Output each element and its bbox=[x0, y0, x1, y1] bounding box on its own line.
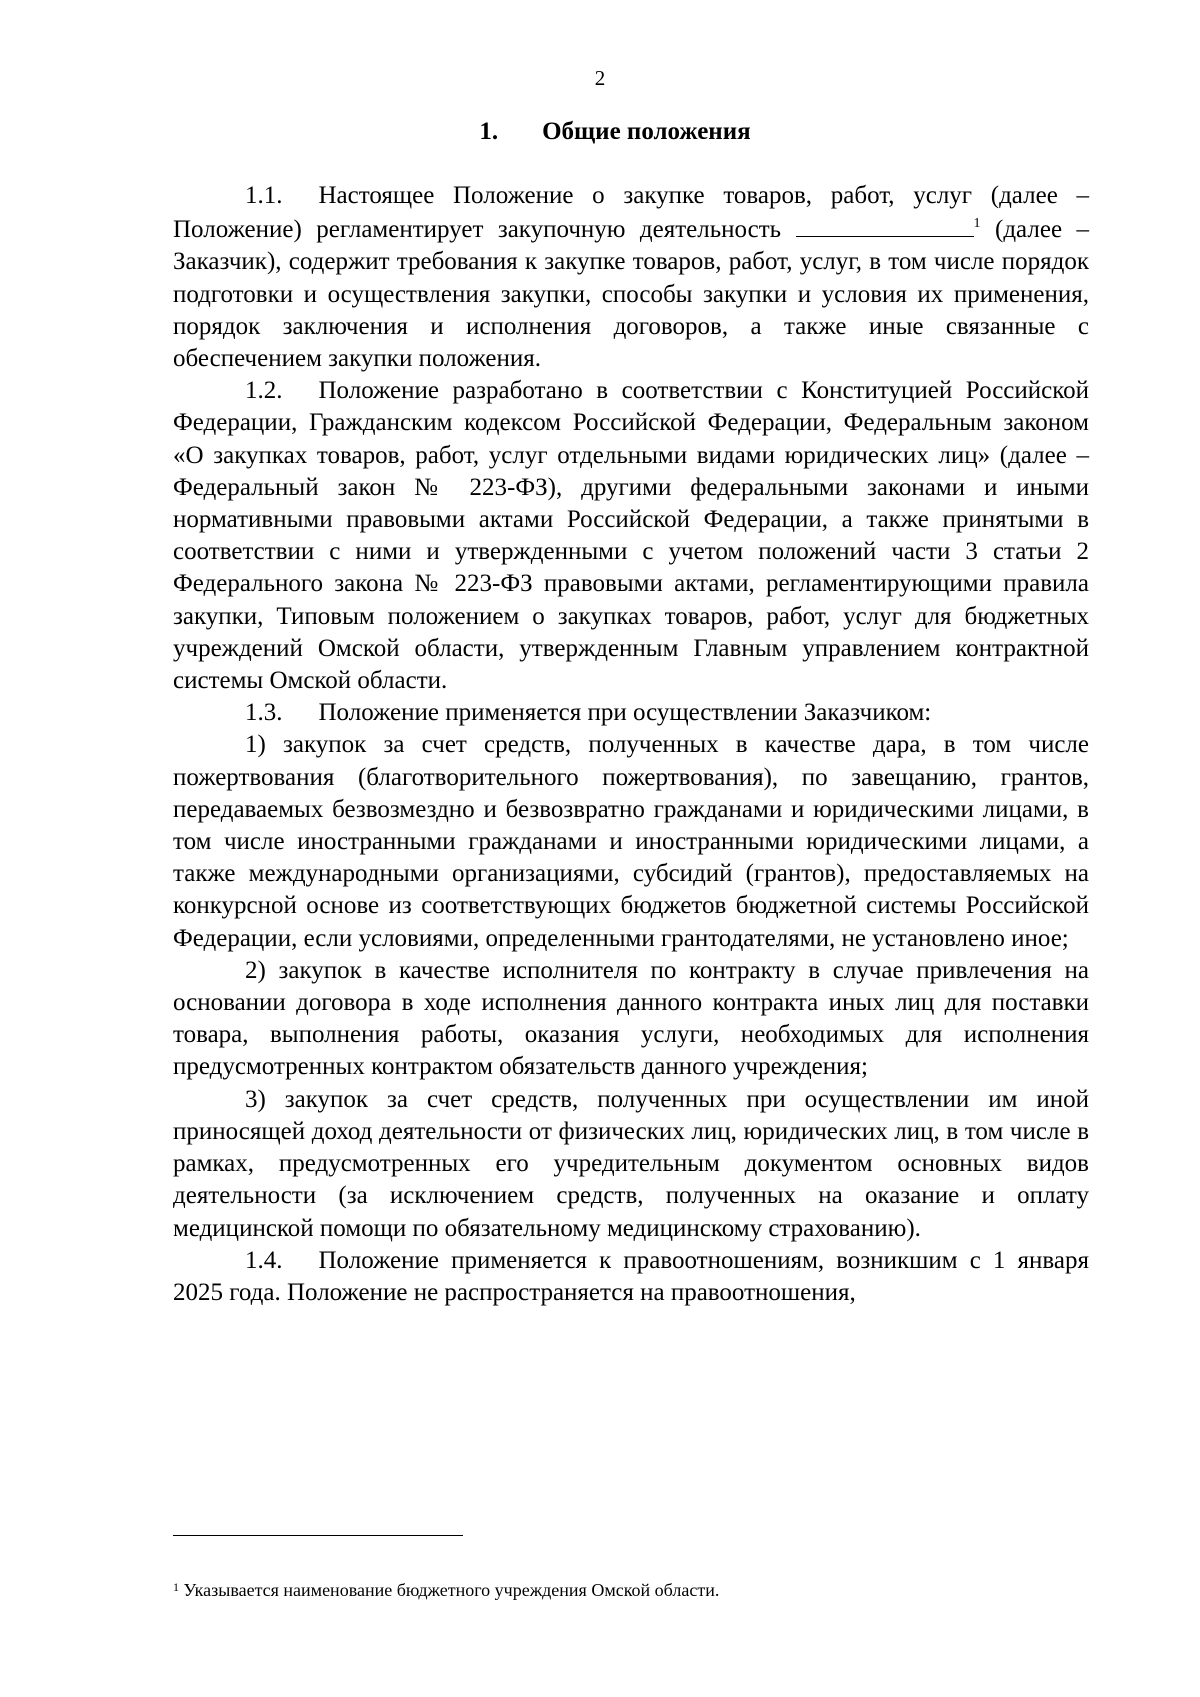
document-body bbox=[173, 180, 1089, 1309]
paragraph-1-4 bbox=[173, 1245, 1089, 1309]
paragraph-text: Положение применяется при осуществлении Заказчиком: bbox=[318, 699, 932, 727]
blank-fill-line bbox=[796, 212, 974, 237]
list-item-3: 3) закупок за счет средств, полученных при осуществлении им иной приносящей доход деятельности от физических лиц, юридических лиц, в том числе в рамках, предусмотренных его учредительным документом основных видов деятельности (за исключением средств, полученных на оказание и оплату медицинской помощи по обязательному медицинскому страхованию). bbox=[173, 1085, 1089, 1242]
paragraph-1-3 bbox=[173, 697, 1089, 729]
paragraph-number: 1.2. bbox=[245, 377, 283, 405]
paragraph-1-1 bbox=[173, 180, 1089, 375]
footnote bbox=[173, 1580, 1089, 1601]
paragraph-number: 1.4. bbox=[245, 1246, 283, 1274]
paragraph-text: (далее – Заказчик), содержит требования к закупке товаров, работ, услуг, в том числе порядок подготовки и осуществления закупки, способы закупки и условия их применения, порядок заключения и исполнения договоров, а также иные связанные с обеспечением закупки положения. bbox=[173, 216, 1090, 373]
footnote-text: Указывается наименование бюджетного учреждения Омской области. bbox=[183, 1580, 720, 1600]
section-number: 1. bbox=[479, 118, 499, 145]
page-number: 2 bbox=[594, 66, 606, 90]
section-title: Общие положения bbox=[542, 118, 751, 145]
paragraph-text: Настоящее Положение о закупке товаров, работ, услуг (далее – Положение) регламентирует закупочную деятельность bbox=[173, 182, 1089, 244]
footnote-separator bbox=[173, 1535, 463, 1536]
list-item-2: 2) закупок в качестве исполнителя по контракту в случае привлечения на основании договора в ходе исполнения данного контракта иных лиц для поставки товара, выполнения работы, оказания услуги, необходимых для исполнения предусмотренных контрактом обязательств данного учреждения; bbox=[173, 956, 1089, 1081]
paragraph-text: Положение разработано в соответствии с Конституцией Российской Федерации, Гражданским кодексом Российской Федерации, Федеральным законом «О закупках товаров, работ, услуг отдельными видами юридических лиц» (далее – Федеральный закон № 223-ФЗ), другими федеральными законами и иными нормативными правовыми актами Российской Федерации, а также принятыми в соответствии с ними и утвержденными с учетом положений части 3 статьи 2 Федерального закона № 223-ФЗ правовыми актами, регламентирующими правила закупки, Типовым положением о закупках товаров, работ, услуг для бюджетных учреждений Омской области, утвержденным Главным управлением контрактной системы Омской области. bbox=[173, 377, 1089, 695]
paragraph-number: 1.3. bbox=[245, 699, 283, 727]
footnote-mark: 1 bbox=[173, 1580, 179, 1594]
list-item-1: 1) закупок за счет средств, полученных в качестве дара, в том числе пожертвования (благотворительного пожертвования), по завещанию, грантов, передаваемых безвозмездно и безвозвратно гражданами и юридическими лицами, в том числе иностранными гражданами и иностранными юридическими лицами, а также международными организациями, субсидий (грантов), предоставляемых на конкурсной основе из соответствующих бюджетов бюджетной системы Российской Федерации, если условиями, определенными грантодателями, не установлено иное; bbox=[173, 731, 1089, 952]
paragraph-number: 1.1. bbox=[245, 182, 283, 209]
section-heading bbox=[0, 118, 1200, 146]
paragraph-1-2 bbox=[173, 375, 1089, 697]
footnote-reference: 1 bbox=[973, 216, 981, 232]
paragraph-text: Положение применяется к правоотношениям, возникшим с 1 января 2025 года. Положение не распространяется на правоотношения, bbox=[173, 1246, 1089, 1306]
